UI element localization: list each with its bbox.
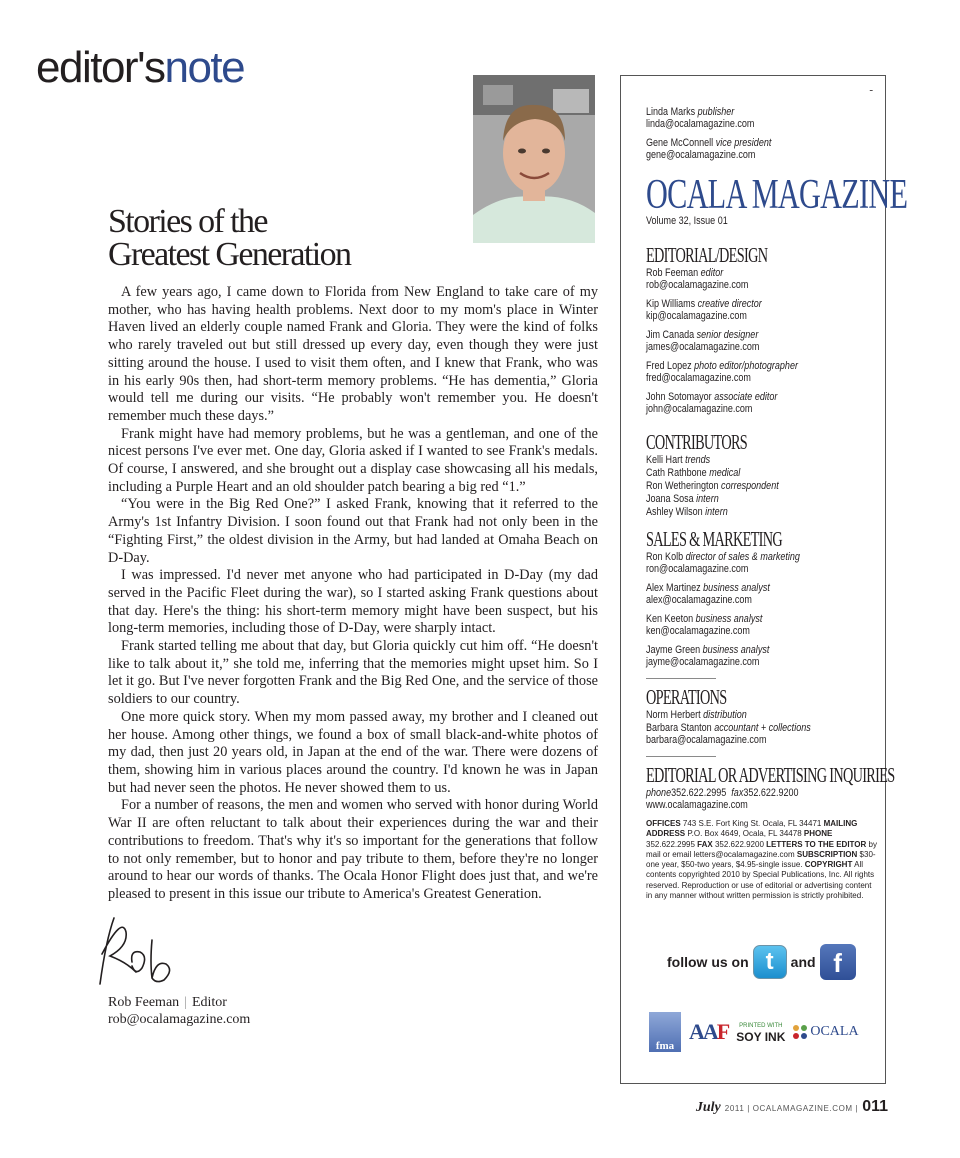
staff-entry [646, 137, 878, 161]
editor-photo [473, 75, 595, 243]
headline-line-2: Greatest Generation [108, 236, 351, 273]
twitter-icon[interactable]: t [753, 945, 787, 979]
contact-info: phone352.622.2995 fax352.622.9200 www.ocalamagazine.com [646, 787, 878, 811]
staff-email[interactable]: linda@ocalamagazine.com [646, 118, 755, 130]
paragraph: Frank started telling me about that day, but Gloria quickly cut him off. “He doesn't like to talk about it,” she told me, inferring that the memories might upset him. So I let it go. But I've never forgotten Frank and the Big Red One, and the service of those soldiers to our country. [108, 638, 598, 708]
page-number: 011 [862, 1098, 888, 1115]
soy-ink-logo: PRINTED WITH SOY INK [736, 1023, 786, 1044]
staff-entry: Jayme Green business analyst jayme@ocalamagazine.com [646, 644, 878, 668]
signoff-name: Rob Feeman [108, 995, 180, 1010]
staff-entry: Ashley Wilson intern [646, 506, 728, 518]
masthead-tick: - [869, 84, 873, 96]
section-heading-sales: SALES & MARKETING [646, 527, 783, 551]
headline-line-1: Stories of the [108, 203, 267, 240]
section-header-note: note [164, 43, 245, 92]
paragraph: “You were in the Big Red One?” I asked Frank, knowing that it referred to the Army's 1st Infantry Division. I soon found out that Frank had not only been in the “Fighting First,” the oldest division in the Army, but had landed at Omaha Beach on D-Day. [108, 496, 598, 566]
staff-email[interactable]: john@ocalamagazine.com [646, 403, 753, 415]
signoff [108, 994, 227, 1011]
staff-entry: Kip Williams creative director kip@ocalamagazine.com [646, 298, 878, 322]
staff-email[interactable]: rob@ocalamagazine.com [646, 279, 749, 291]
and-text: and [790, 954, 816, 970]
section-header [36, 43, 245, 92]
staff-entry: Fred Lopez photo editor/photographer fred@ocalamagazine.com [646, 360, 878, 384]
divider [646, 756, 716, 757]
staff-entry [646, 106, 878, 130]
section-heading-operations: OPERATIONS [646, 685, 727, 709]
masthead-content [646, 106, 908, 901]
paragraph: Frank might have had memory problems, but he was a gentleman, and one of the nicest persons I've ever met. One day, Gloria asked if I wanted to see Frank's medals. Of course, I answered, and she brought out a display case showcasing all his medals, including a Purple Heart and an old shoulder patch bearing a big red “1.” [108, 425, 598, 495]
page-footer [696, 1098, 888, 1116]
section-heading-editorial: EDITORIAL/DESIGN [646, 243, 768, 267]
footer-month: July [695, 1100, 721, 1115]
footer-site: 2011 | OCALAMAGAZINE.COM | [724, 1104, 859, 1113]
paragraph: I was impressed. I'd never met anyone who had participated in D-Day (my dad served in the Pacific Fleet during the war), so I started asking Frank questions about that day. Here's the thing: his short-term memory might have been suspect, but his long-term memories, including those of D-Day, were sharply intact. [108, 567, 598, 637]
ocala-dots-icon [793, 1025, 807, 1039]
website-link[interactable]: www.ocalamagazine.com [646, 799, 748, 811]
staff-entry: John Sotomayor associate editor john@ocalamagazine.com [646, 391, 878, 415]
paragraph: For a number of reasons, the men and women who served with honor during World War II are often reluctant to talk about their experiences during the war and their contributions to freedom. That's why it's so important for the generations that follow to not only remember, but to honor and pay tribute to them, before they're no longer around to hear our words of thanks. The Ocala Honor Flight does just that, and we're pleased to present in this issue our tribute to America's Greatest Generation. [108, 797, 598, 902]
divider [646, 678, 716, 679]
staff-entry: Norm Herbert distribution [646, 709, 747, 721]
signoff-email[interactable]: rob@ocalamagazine.com [108, 1012, 251, 1027]
staff-email[interactable]: ken@ocalamagazine.com [646, 625, 750, 637]
paragraph: A few years ago, I came down to Florida from New England to take care of my mother, who has having health problems. Next door to my mom's place in Winter Haven lived an elderly couple named Frank and Gloria. They were the kind of folks who rarely traveled out but still dressed up every day, even though they were just sitting around the house. I used to visit them often, and I knew that Frank, who was in his early 90s then, had short-term memory problems. “He has dementia,” Gloria would tell me during our visits. “He probably won't remember you. He doesn't remember much these days.” [108, 284, 598, 424]
article-body [108, 284, 598, 904]
staff-entry: Alex Martinez business analyst alex@ocalamagazine.com [646, 582, 878, 606]
staff-entry: Kelli Hart trends [646, 454, 711, 466]
masthead-box [620, 75, 908, 1084]
signoff-separator: | [184, 995, 187, 1010]
facebook-icon[interactable]: f [820, 944, 856, 980]
follow-text: follow us on [667, 954, 749, 970]
staff-name: Gene McConnell [646, 137, 714, 149]
volume-issue: Volume 32, Issue 01 [646, 215, 728, 227]
fine-print: OFFICES 743 S.E. Fort King St. Ocala, FL 34471 MAILING ADDRESS P.O. Box 4649, Ocala, FL 34478 PHONE 352.622.2995 FAX 352.622.9200 LETTERS TO THE EDITOR by mail or email letters@ocalamagazine.com SUBSCRIPTION $30-one year, $50-two years, $4.95-single issue. COPYRIGHT All contents copyrighted 2010 by Special Publications, Inc. All rights reserved. Reproduction or use of editorial or advertising content in any manner without written permission is strictly prohibited. [646, 819, 877, 901]
staff-entry: Joana Sosa intern [646, 493, 719, 505]
staff-role: vice president [715, 137, 772, 149]
staff-role: publisher [697, 106, 735, 118]
staff-email[interactable]: gene@ocalamagazine.com [646, 149, 756, 161]
article-headline [108, 205, 350, 271]
section-header-editors: editor's [36, 43, 165, 92]
staff-entry: Jim Canada senior designer james@ocalamagazine.com [646, 329, 878, 353]
signoff-title: Editor [191, 995, 227, 1010]
paragraph: One more quick story. When my mom passed away, my brother and I cleaned out her house. Among other things, we found a box of small black-and-white photos of my dad, then just 20 years old, in Japan at the end of the war. There were dozens of them, showing him in various places around the country. I'd known he was in Japan but had never seen the photos. He never showed them to us. [108, 708, 598, 796]
staff-entry: Ron Kolb director of sales & marketing ron@ocalamagazine.com [646, 551, 878, 575]
section-heading-contributors: CONTRIBUTORS [646, 430, 748, 454]
staff-entry: Cath Rathbone medical [646, 467, 741, 479]
staff-email[interactable]: alex@ocalamagazine.com [646, 594, 752, 606]
ocala-chamber-logo: OCALA [793, 1024, 858, 1040]
staff-entry: Barbara Stanton accountant + collections barbara@ocalamagazine.com [646, 722, 878, 746]
staff-email[interactable]: jayme@ocalamagazine.com [646, 656, 760, 668]
staff-email[interactable]: ron@ocalamagazine.com [646, 563, 749, 575]
staff-entry: Ron Wetherington correspondent [646, 480, 779, 492]
staff-email[interactable]: james@ocalamagazine.com [646, 341, 760, 353]
staff-name: Linda Marks [646, 106, 696, 118]
staff-email[interactable]: kip@ocalamagazine.com [646, 310, 747, 322]
signature-image [92, 910, 182, 990]
fma-logo: fma [649, 1012, 681, 1052]
phone-number[interactable]: 352.622.2995 [671, 787, 727, 799]
staff-entry: Rob Feeman editor rob@ocalamagazine.com [646, 267, 878, 291]
staff-entry: Ken Keeton business analyst ken@ocalamagazine.com [646, 613, 878, 637]
staff-email[interactable]: fred@ocalamagazine.com [646, 372, 751, 384]
section-heading-inquiries: EDITORIAL OR ADVERTISING INQUIRIES [646, 763, 895, 787]
partner-logos [649, 1012, 859, 1052]
staff-email[interactable]: barbara@ocalamagazine.com [646, 734, 767, 746]
social-follow [667, 944, 856, 980]
magazine-logo: OCALA MAGAZINE [646, 172, 908, 218]
aaf-logo: AAF [689, 1019, 729, 1044]
fax-number: 352.622.9200 [743, 787, 799, 799]
